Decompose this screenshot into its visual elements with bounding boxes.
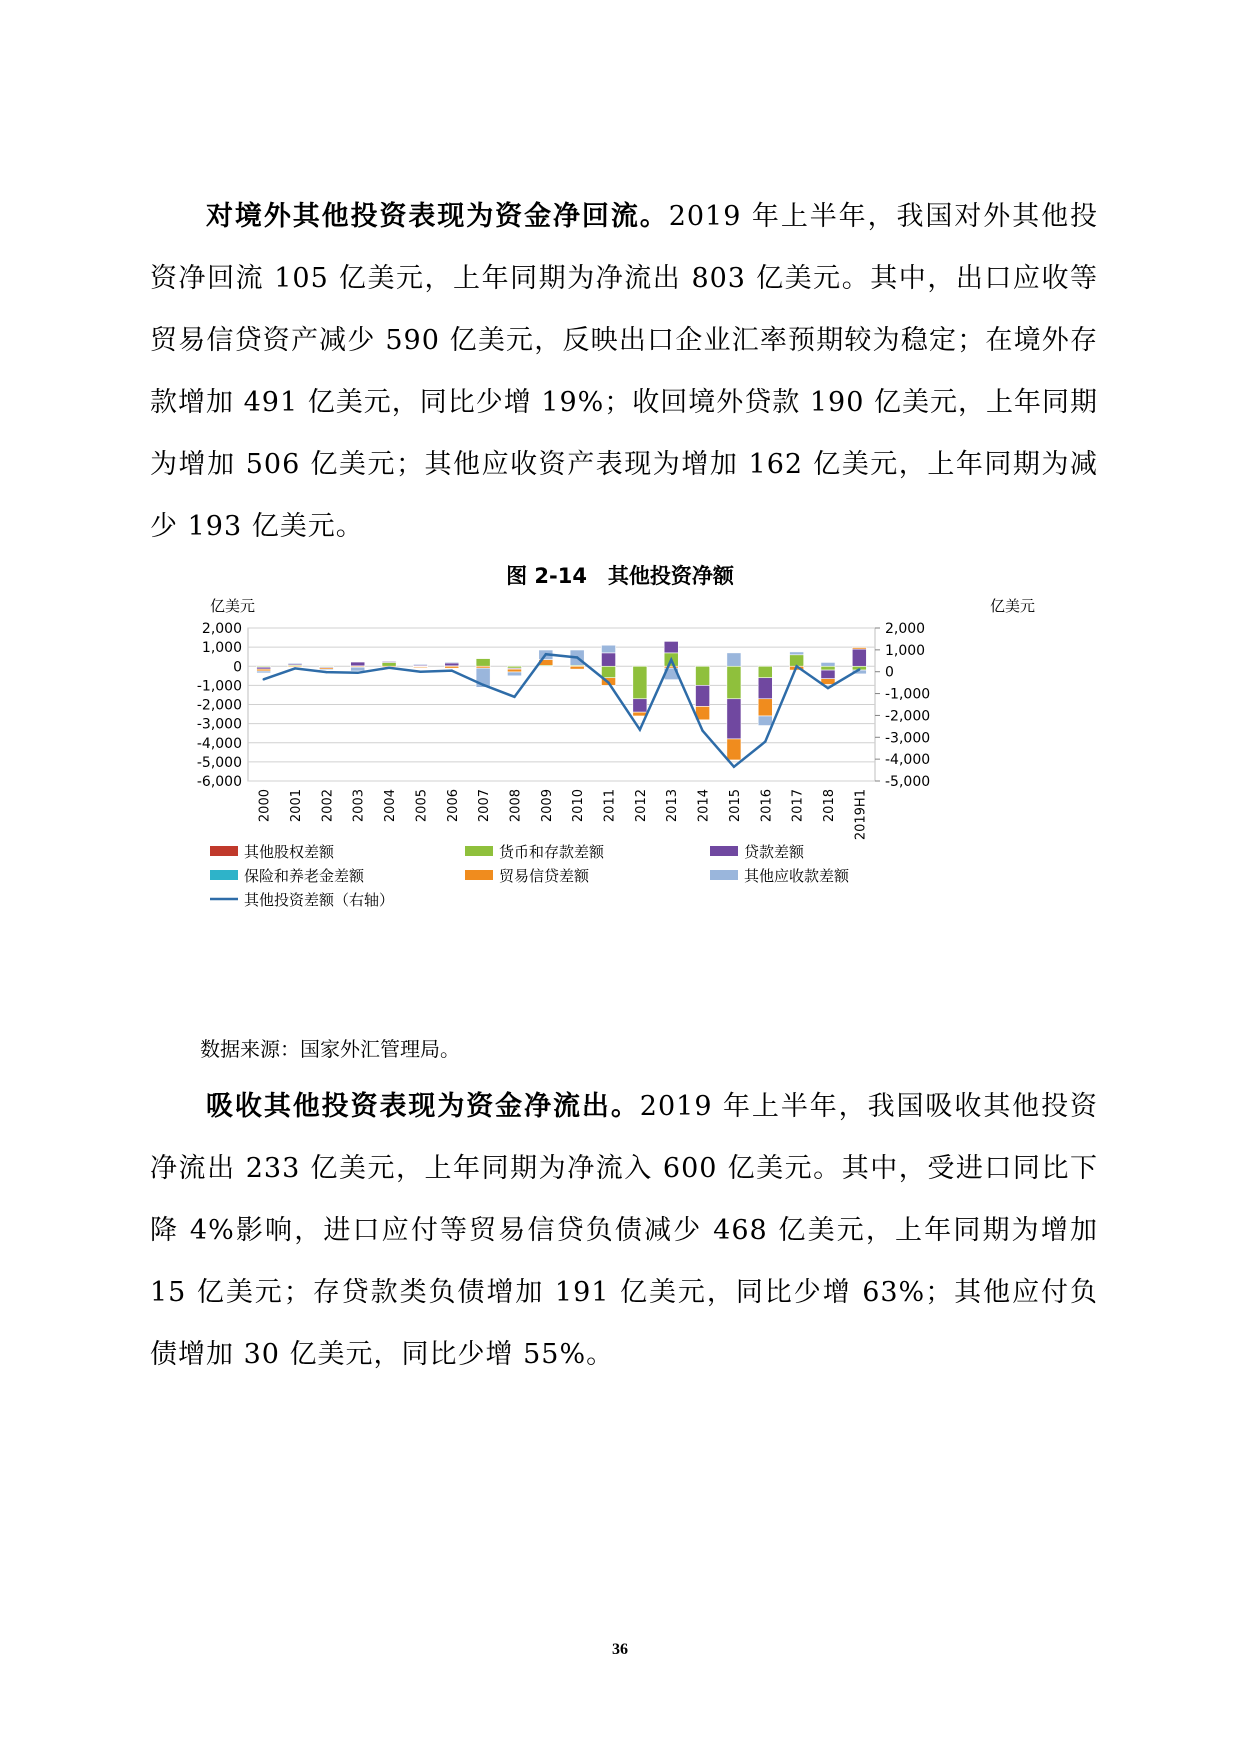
category-label: 2009 <box>539 789 555 823</box>
legend-label: 保险和养老金差额 <box>244 867 365 885</box>
left-tick-label: 1,000 <box>201 640 242 657</box>
bar-segment <box>852 648 866 650</box>
bar-segment <box>821 666 835 670</box>
left-tick-label: 2,000 <box>201 621 242 637</box>
legend-swatch <box>710 870 738 880</box>
bar-segment <box>758 666 772 677</box>
right-axis-unit: 亿美元 <box>990 597 1036 615</box>
category-label: 2005 <box>414 789 430 823</box>
left-tick-label: -6,000 <box>196 774 242 790</box>
line-point <box>451 669 453 671</box>
line-point <box>357 672 359 674</box>
line-point <box>827 687 829 689</box>
category-label: 2012 <box>633 789 649 823</box>
category-label: 2019H1 <box>853 789 869 841</box>
line-point <box>576 656 578 658</box>
bar-segment <box>758 699 772 716</box>
right-tick-label: 2,000 <box>885 621 926 637</box>
paragraph-2-lead: 吸收其他投资表现为资金净流出。 <box>206 1091 640 1122</box>
line-point <box>388 667 390 669</box>
category-label: 2001 <box>289 789 305 823</box>
bar-segment <box>476 659 490 667</box>
line-point <box>670 658 672 660</box>
legend-swatch <box>210 846 238 856</box>
bar-segment <box>507 672 521 676</box>
legend-label: 贸易信贷差额 <box>499 867 590 885</box>
line-point <box>733 766 735 768</box>
left-tick-label: 0 <box>233 659 242 676</box>
category-label: 2013 <box>665 789 681 823</box>
right-tick-label: 1,000 <box>885 642 926 659</box>
category-label: 2010 <box>571 789 587 823</box>
line-point <box>325 671 327 673</box>
legend-label: 贷款差额 <box>744 843 805 861</box>
bar-segment <box>288 666 302 667</box>
legend-swatch <box>465 870 493 880</box>
left-axis <box>197 621 242 790</box>
bar-segment <box>601 653 615 666</box>
bar-segment <box>727 699 741 739</box>
left-axis-unit: 亿美元 <box>210 597 256 615</box>
bar-segment <box>696 685 710 706</box>
left-tick-label: -4,000 <box>196 735 242 752</box>
bar-segment <box>445 662 459 663</box>
bar-segment <box>633 699 647 712</box>
line-point <box>513 696 515 698</box>
bar-segment <box>852 649 866 666</box>
line-point <box>795 665 797 667</box>
left-tick-label: -3,000 <box>196 716 242 733</box>
bar-segment <box>319 669 333 670</box>
page-number: 36 <box>612 1641 628 1658</box>
line-point <box>294 667 296 669</box>
line-point <box>701 730 703 732</box>
legend-label: 其他应收款差额 <box>744 867 850 885</box>
bar-segment <box>790 655 804 666</box>
bar-segment <box>633 712 647 716</box>
bar-segment <box>821 662 835 666</box>
bar-segment <box>601 666 615 677</box>
legend-swatch <box>210 870 238 880</box>
category-axis <box>258 789 869 840</box>
bar-segment <box>445 666 459 668</box>
paragraph-2-body: 2019 年上半年，我国吸收其他投资净流出 233 亿美元，上年同期为净流入 600 亿美元。其中，受进口同比下降 4%影响，进口应付等贸易信贷负债减少 468 亿美元，上年同期为增加 15 亿美元；存贷款类负债增加 191 亿美元，同比少增 63%；其他应付负债增加 30 亿美元，同比少增 55%。 <box>150 1091 1099 1370</box>
bar-segment <box>288 663 302 664</box>
right-tick-label: 0 <box>885 664 894 681</box>
right-axis <box>875 621 930 790</box>
category-label: 2002 <box>320 789 336 823</box>
category-label: 2011 <box>602 789 618 823</box>
bar-segment <box>257 671 271 673</box>
category-label: 2017 <box>790 789 806 823</box>
paragraph-2 <box>150 1076 1098 1386</box>
bar-segment <box>507 669 521 672</box>
right-tick-label: -4,000 <box>885 752 931 769</box>
bar-segment <box>413 667 427 668</box>
figure-title: 图 2-14 其他投资净额 <box>506 564 734 588</box>
line-point <box>419 671 421 673</box>
right-tick-label: -5,000 <box>885 774 931 790</box>
right-tick-label: -2,000 <box>885 708 931 725</box>
bar-segment <box>727 666 741 699</box>
bar-segment <box>727 653 741 666</box>
category-label: 2007 <box>477 789 493 823</box>
category-label: 2015 <box>727 789 743 823</box>
line-point <box>262 678 264 680</box>
line-point <box>545 653 547 655</box>
source-note: 数据来源：国家外汇管理局。 <box>200 1037 460 1061</box>
bar-segment <box>696 666 710 685</box>
bar-segment <box>351 662 365 666</box>
left-tick-label: -2,000 <box>196 697 242 714</box>
right-tick-label: -3,000 <box>885 730 931 747</box>
paragraph-1-lead: 对境外其他投资表现为资金净回流。 <box>206 201 669 232</box>
line-point <box>607 681 609 683</box>
category-label: 2003 <box>351 789 367 823</box>
left-tick-label: -1,000 <box>196 678 242 695</box>
bar-segment <box>601 645 615 653</box>
bar-segment <box>758 678 772 699</box>
line-point <box>482 684 484 686</box>
legend-swatch <box>465 846 493 856</box>
paragraph-1 <box>150 186 1098 558</box>
bar-segment <box>382 661 396 662</box>
legend <box>210 843 850 909</box>
category-label: 2008 <box>508 789 524 823</box>
line-point <box>639 728 641 730</box>
category-label: 2006 <box>445 789 461 823</box>
legend-label: 其他股权差额 <box>244 843 335 861</box>
bar-segment <box>633 666 647 699</box>
bar-segment <box>821 670 835 679</box>
bar-segment <box>570 666 584 669</box>
category-label: 2004 <box>383 789 399 823</box>
legend-label: 货币和存款差额 <box>499 843 605 861</box>
bar-segment <box>413 664 427 665</box>
right-tick-label: -1,000 <box>885 686 931 703</box>
paragraph-1-body: 2019 年上半年，我国对外其他投资净回流 105 亿美元，上年同期为净流出 803 亿美元。其中，出口应收等贸易信贷资产减少 590 亿美元，反映出口企业汇率预期较为稳定；在境外存款增加 491 亿美元，同比少增 19%；收回境外贷款 190 亿美元，上年同期为增加 506 亿美元；其他应收资产表现为增加 162 亿美元，上年同期为减少 193 亿美元。 <box>150 201 1098 542</box>
legend-swatch <box>710 846 738 856</box>
category-label: 2018 <box>821 789 837 823</box>
bar-segment <box>727 739 741 760</box>
bar-segment <box>351 667 365 671</box>
line-point <box>764 740 766 742</box>
bar-segment <box>758 716 772 726</box>
chart <box>190 585 1050 1025</box>
line-point <box>858 668 860 670</box>
category-label: 2000 <box>257 789 273 823</box>
legend-label: 其他投资差额（右轴） <box>244 891 395 909</box>
category-label: 2014 <box>696 789 712 823</box>
bar-segment <box>664 641 678 652</box>
bar-segment <box>382 662 396 666</box>
category-label: 2016 <box>759 789 775 823</box>
left-tick-label: -5,000 <box>196 754 242 771</box>
bar-segment <box>790 652 804 655</box>
